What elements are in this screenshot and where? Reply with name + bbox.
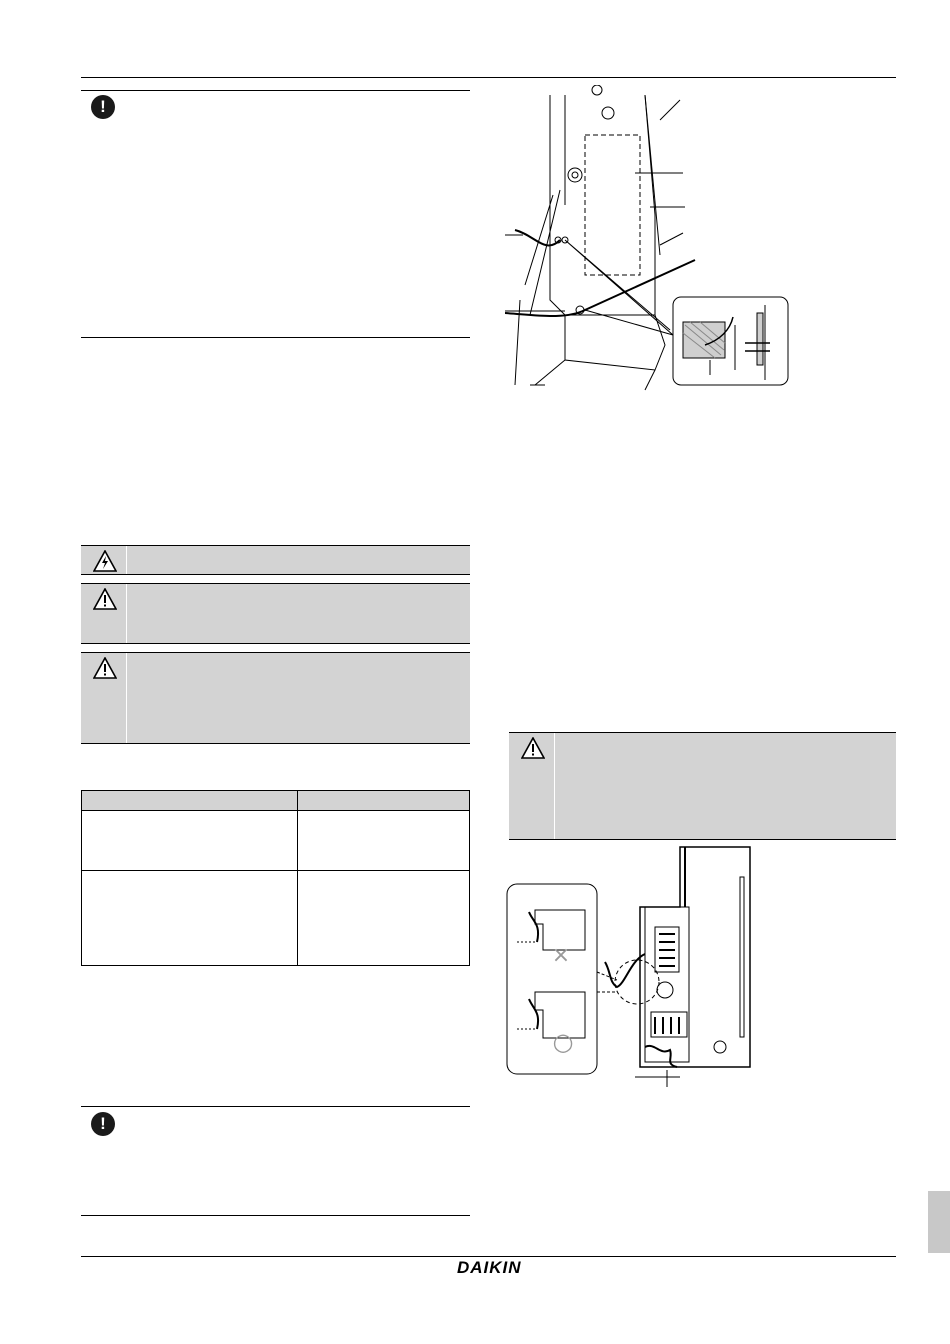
danger-box	[81, 545, 470, 575]
footer-rule	[81, 1256, 896, 1257]
warning-box	[81, 652, 470, 744]
notice-top-rule	[81, 1106, 470, 1107]
notice-bottom-rule	[81, 337, 470, 338]
exclamation-icon: !	[91, 1112, 115, 1136]
wrong-mark: ×	[551, 943, 571, 968]
wiring-figure	[505, 842, 765, 1092]
warning-triangle-icon	[93, 588, 117, 610]
page-side-tab	[928, 1191, 950, 1253]
unit-installation-figure	[505, 85, 805, 395]
warning-triangle-icon	[93, 657, 117, 679]
brand-logo: DAIKIN	[457, 1258, 522, 1277]
notice-bottom-rule	[81, 1215, 470, 1216]
exclamation-icon: !	[91, 95, 115, 119]
notice-divider	[126, 91, 127, 337]
notice-top-rule	[81, 90, 470, 91]
warning-box	[509, 732, 896, 840]
electric-hazard-icon	[93, 550, 117, 572]
warning-box	[81, 583, 470, 644]
correct-mark: ○	[552, 1028, 574, 1056]
spec-table	[81, 790, 470, 966]
header-rule	[81, 77, 896, 78]
warning-triangle-icon	[521, 737, 545, 759]
